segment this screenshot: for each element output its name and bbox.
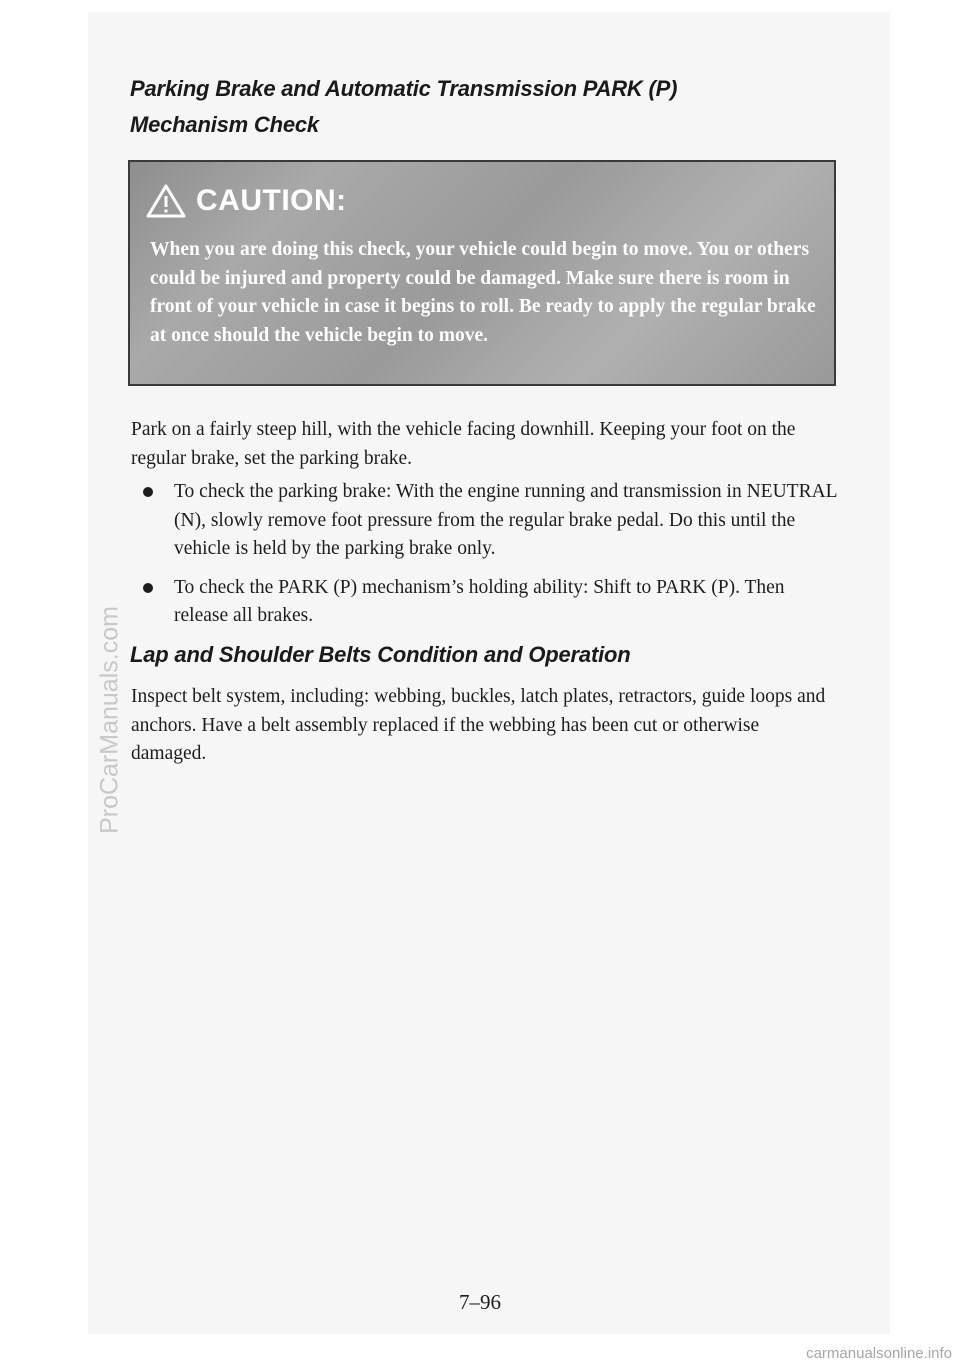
warning-triangle-icon xyxy=(146,184,186,218)
section-title-line1: Parking Brake and Automatic Transmission PARK (P) xyxy=(130,76,678,101)
caution-text: When you are doing this check, your vehicle could begin to move. You or others could be injured and property could be damaged. Make sure there is room in front of your vehicle in case it begins to roll. Be ready to apply the regular brake at once should the vehicle begin to move. xyxy=(150,239,816,346)
belts-paragraph: Inspect belt system, including: webbing, buckles, latch plates, retractors, guide loops and anchors. Have a belt assembly replaced if the webbing has been cut or otherwise damaged. xyxy=(131,686,826,764)
bullet-icon xyxy=(143,487,153,497)
side-watermark: ProCarManuals.com xyxy=(95,606,124,834)
list-item xyxy=(140,574,840,631)
intro-paragraph: Park on a fairly steep hill, with the vehicle facing downhill. Keeping your foot on the regular brake, set the parking brake. xyxy=(131,419,796,469)
caution-title: CAUTION: xyxy=(196,184,347,217)
caution-header xyxy=(146,184,347,218)
caution-box xyxy=(128,160,836,386)
bullet-icon xyxy=(143,583,153,593)
page-number: 7–96 xyxy=(459,1290,501,1314)
belts-section-title: Lap and Shoulder Belts Condition and Operation xyxy=(130,642,631,667)
section-title-line2: Mechanism Check xyxy=(130,112,319,137)
list-item-text: To check the PARK (P) mechanism’s holding ability: Shift to PARK (P). Then release all brakes. xyxy=(174,576,785,626)
list-item xyxy=(140,478,840,564)
bottom-watermark: carmanualsonline.info xyxy=(806,1345,952,1362)
check-steps-list xyxy=(140,478,840,641)
list-item-text: To check the parking brake: With the engine running and transmission in NEUTRAL (N), slowly remove foot pressure from the regular brake pedal. Do this until the vehicle is held by the parking brake only. xyxy=(174,481,837,559)
